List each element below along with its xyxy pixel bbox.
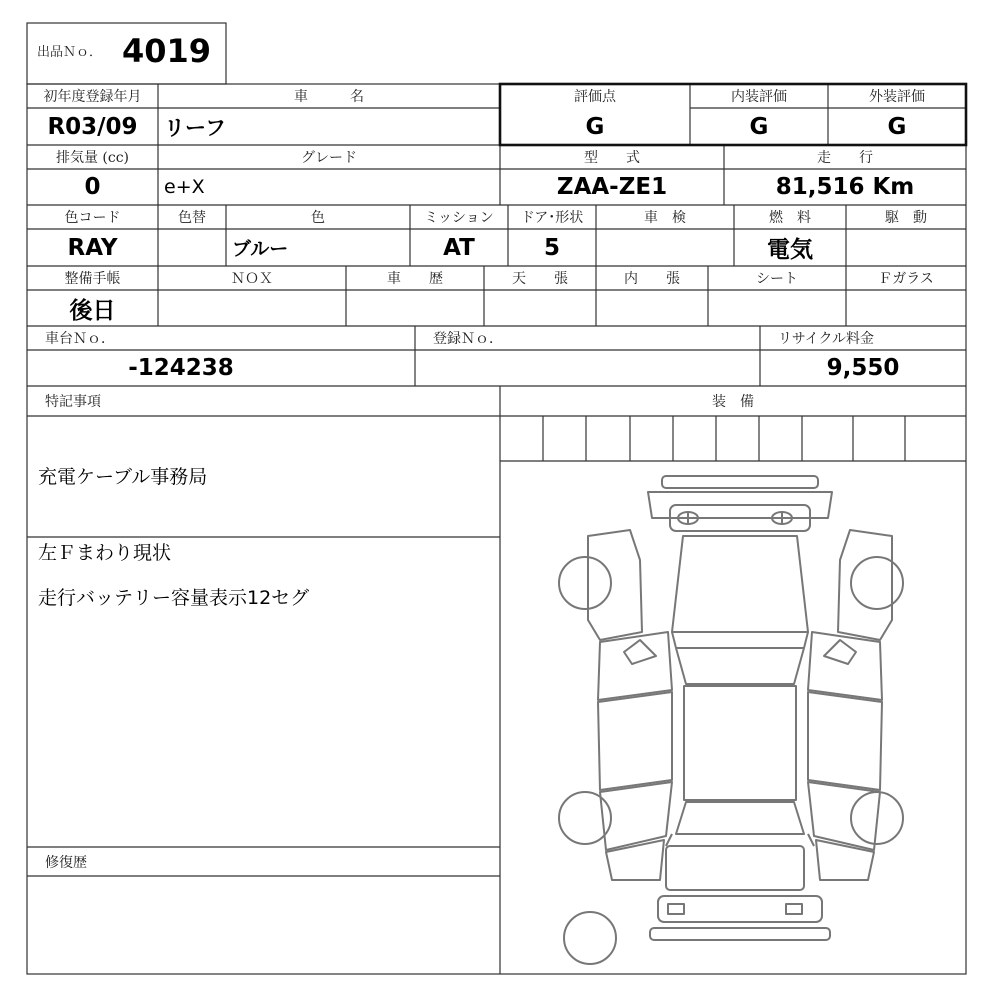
- door-label: ドア･形状: [520, 210, 584, 226]
- front-glass-label: Ｆガラス: [878, 271, 934, 287]
- drive-value: [846, 229, 966, 266]
- displacement-label: 排気量 (cc): [55, 150, 130, 166]
- color-code-label: 色コード: [64, 210, 121, 226]
- inspection-value: [596, 229, 734, 266]
- recycle-fee-value: 9,550: [826, 355, 900, 381]
- registration-number-value: [415, 350, 760, 386]
- lot-number-label: 出品Ｎｏ．: [37, 44, 103, 60]
- displacement-value: 0: [84, 174, 101, 200]
- seat-label: シート: [756, 271, 798, 287]
- registration-number-label: 登録Ｎｏ．: [433, 331, 503, 347]
- car-name-label: 車 名: [294, 89, 364, 105]
- mission-label: ミッション: [424, 210, 494, 226]
- car-name-value: リーフ: [164, 115, 226, 140]
- special-notes-label: 特記事項: [45, 394, 101, 410]
- grade-label: グレード: [301, 150, 357, 166]
- note-line-2: 走行バッテリー容量表示12セグ: [38, 587, 310, 609]
- first-registration-value: R03/09: [47, 113, 138, 140]
- grade-value: e+X: [164, 176, 205, 198]
- score-label: 評価点: [574, 89, 616, 105]
- interior-grade-label: 内装評価: [731, 89, 787, 105]
- recycle-fee-label: リサイクル料金: [778, 331, 875, 347]
- first-registration-label: 初年度登録年月: [43, 89, 142, 105]
- special-note-line: 充電ケーブル事務局: [38, 466, 208, 488]
- fuel-value: 電気: [767, 237, 813, 263]
- door-value: 5: [543, 234, 560, 261]
- model-value: ZAA-ZE1: [556, 174, 668, 200]
- interior-trim-label: 内 張: [624, 271, 680, 287]
- score-value: G: [585, 113, 605, 140]
- repair-history-label: 修復歴: [45, 854, 87, 871]
- color-change-label: 色替: [178, 210, 206, 226]
- maintenance-value: 後日: [69, 297, 116, 324]
- exterior-grade-value: G: [887, 113, 907, 140]
- model-label: 型 式: [584, 150, 640, 166]
- mileage-value: 81,516 Km: [775, 174, 915, 200]
- lot-number: 4019: [122, 32, 212, 70]
- exterior-grade-label: 外装評価: [869, 89, 925, 105]
- history-label: 車 歴: [387, 271, 443, 287]
- color-change-value: [158, 229, 226, 266]
- chassis-number-label: 車台Ｎｏ．: [45, 331, 115, 347]
- mileage-label: 走 行: [817, 150, 873, 166]
- color-value: ブルー: [232, 238, 289, 260]
- inspection-label: 車 検: [644, 210, 686, 226]
- note-line-1: 左Ｆまわり現状: [38, 542, 172, 564]
- interior-grade-value: G: [749, 113, 769, 140]
- color-code-value: RAY: [67, 234, 118, 261]
- equipment-label: 装 備: [712, 394, 754, 410]
- color-label: 色: [311, 210, 325, 226]
- mission-value: AT: [443, 234, 475, 261]
- nox-label: ＮＯＸ: [231, 271, 273, 287]
- maintenance-label: 整備手帳: [64, 271, 121, 287]
- chassis-number-value: -124238: [128, 355, 234, 381]
- roof-label: 天 張: [512, 271, 568, 287]
- drive-label: 駆 動: [885, 210, 927, 226]
- fuel-label: 燃 料: [769, 210, 811, 226]
